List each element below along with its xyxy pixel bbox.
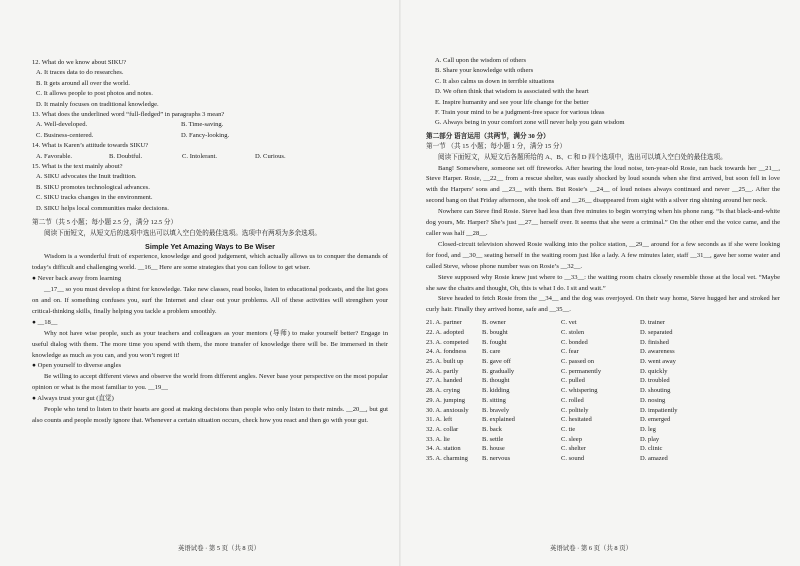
question-13-stem: 13. What does the underlined word “full-fledged” in paragraphs 3 mean? [32, 111, 225, 119]
cloze-paragraph: Nowhere can Steve find Rosie. Steve had less than five minutes to begin worrying when his phone rang. “Is that black-and-white dog yours, Mr. Harper? She’s just __27__ herself over. It seems that she were a criminal.” On the other end the voice came, and the caller was half __28__. [426, 208, 780, 237]
passage-title: Simple Yet Amazing Ways to Be Wiser [145, 242, 275, 252]
passage-paragraph: People who tend to listen to their hearts are good at making decisions than people who only listen to their minds. __20__, but gut also counts and people mostly ignore that. Whenever a certain situation occurs, check how you react and then go with your gut. [32, 406, 388, 424]
cloze-paragraph: Closed-circuit television showed Rosie walking into the police station, __29__ around for a few seconds as if she were looking for food, and __30__ seating herself in the waiting room just like a lady. A few minutes later, staff __31__, gave her some water and called Steve, whose phone number was on Rosie’s __32__. [426, 240, 780, 270]
answer-option: 35. A. charming [426, 455, 468, 463]
answer-option: B. care [482, 348, 501, 356]
answer-option: C. whispering [561, 387, 598, 395]
answer-option: B. kidding [482, 387, 510, 395]
answer-option: C. tie [561, 425, 576, 433]
answer-option: 26. A. partly [426, 367, 459, 375]
answer-row [426, 367, 780, 377]
answer-option: B. explained [482, 416, 515, 424]
answer-option: C. permanently [561, 367, 602, 375]
answer-option: B. owner [482, 319, 506, 327]
question-14-option: D. Curious. [255, 152, 286, 160]
answer-options-table [426, 318, 780, 464]
answer-row [426, 444, 780, 454]
answer-option: C. sleep [561, 435, 582, 443]
question-15-option: A. SIKU advocates the Inuit tradition. [36, 173, 137, 181]
section-1-heading: 第一节 （共 15 小题；每小题 1 分，满分 15 分） [426, 143, 567, 151]
answer-row [426, 396, 780, 406]
answer-option: 24. A. fondness [426, 348, 467, 356]
seven-choice-option: F. Train your mind to be a judgment-free space for various ideas [435, 109, 605, 117]
answer-option: B. back [482, 425, 502, 433]
answer-option: B. thought [482, 377, 510, 385]
answer-option: B. house [482, 445, 505, 453]
answer-option: C. passed on [561, 358, 595, 366]
answer-option: B. bought [482, 328, 508, 336]
answer-row [426, 406, 780, 416]
answer-row [426, 338, 780, 348]
answer-option: C. shelter [561, 445, 586, 453]
answer-option: C. pulled [561, 377, 585, 385]
answer-option: C. fear [561, 348, 579, 356]
answer-option: 22. A. adopted [426, 328, 464, 336]
answer-option: C. vet [561, 319, 577, 327]
answer-option: D. went away [640, 358, 676, 366]
answer-option: D. finished [640, 338, 669, 346]
question-12-option: D. It mainly focuses on traditional knowledge. [36, 100, 159, 108]
answer-option: 34. A. station [426, 445, 461, 453]
answer-option: B. gradually [482, 367, 515, 375]
answer-row [426, 376, 780, 386]
seven-choice-option: E. Inspire humanity and see your life change for the better [435, 98, 589, 106]
answer-row [426, 328, 780, 338]
answer-option: D. shouting [640, 387, 671, 395]
seven-choice-option: B. Share your knowledge with others [435, 67, 534, 75]
question-15-option: B. SIKU promotes technological advances. [36, 183, 150, 191]
right-page [400, 0, 800, 566]
question-14-option: B. Doubtful. [109, 152, 143, 160]
answer-option: C. bonded [561, 338, 588, 346]
answer-row [426, 435, 780, 445]
question-12-stem: 12. What do we know about SIKU? [32, 59, 127, 66]
answer-option: 23. A. competed [426, 338, 469, 346]
answer-option: 30. A. anxiously [426, 406, 469, 414]
answer-row [426, 454, 780, 464]
answer-option: 28. A. crying [426, 387, 460, 395]
question-13-option: C. Business-centered. [36, 131, 94, 139]
answer-row [426, 425, 780, 435]
answer-option: B. sitting [482, 396, 506, 404]
question-13-option: B. Time-saving. [181, 121, 224, 129]
answer-option: D. emerged [640, 416, 671, 424]
answer-option: B. bravely [482, 406, 510, 414]
section-2-instructions: 阅读下面短文，从短文后的选项中选出可以填入空白处的最佳选项。选项中有两项为多余选项。 [44, 229, 321, 237]
answer-option: C. sound [561, 455, 585, 463]
answer-option: B. gave off [482, 358, 511, 366]
answer-option: D. clinic [640, 445, 663, 453]
question-14-stem: 14. What is Karen’s attitude towards SIKU? [32, 142, 149, 150]
answer-option: C. rolled [561, 396, 584, 404]
subheading: ● Never back away from learning [32, 275, 122, 283]
seven-choice-option: A. Call upon the wisdom of others [435, 57, 527, 64]
question-14-option: A. Favorable. [36, 152, 73, 160]
question-15-option: D. SIKU helps local communities make decisions. [36, 204, 169, 212]
answer-option: D. impatiently [640, 406, 678, 414]
answer-option: C. stolen [561, 328, 585, 336]
part-2-heading: 第二部分 语言运用（共两节，满分 30 分） [426, 132, 550, 140]
question-15-option: C. SIKU tracks changes in the environment. [36, 194, 153, 202]
passage-paragraph: Be willing to accept different views and observe the world from different angles. Never base your perspective on the most popular opinion or what is the most familiar to you. __19__ [32, 373, 388, 392]
answer-option: 33. A. lie [426, 435, 450, 443]
answer-row [426, 415, 780, 425]
cloze-paragraph: Bang! Somewhere, someone set off fireworks. After hearing the loud noise, ten-year-old Rosie, ran back towards her __21__, Steve Harper. Rosie, __22__ from a rescue shelter, was easily shocked by loud sounds when she first arrived, but soon fell in love with the Harpers’ sons and __23__ with them. But Rosie’s __24__ of loud noises always continued and never __25__. After the second bang on that Friday afternoon, she took off and __26__ disappeared from sight with a silver ring shining around her neck. [426, 164, 780, 205]
answer-option: B. nervous [482, 455, 511, 463]
answer-option: B. fought [482, 338, 507, 346]
answer-option: D. quickly [640, 367, 668, 375]
seven-choice-option: C. It also calms us down in terrible situations [435, 77, 555, 85]
answer-option: D. troubled [640, 377, 670, 385]
answer-option: D. play [640, 435, 660, 443]
answer-row [426, 347, 780, 357]
answer-option: 27. A. handed [426, 377, 463, 385]
answer-row [426, 357, 780, 367]
question-13-row [32, 131, 388, 141]
cloze-paragraph: Steve headed to fetch Rosie from the __34__ and the dog was overjoyed. On their way home, Steve hugged her and stroked her curly hair. Finally they arrived home, safe and __35__. [426, 295, 780, 314]
question-13-option: D. Fancy-looking. [181, 131, 230, 139]
answer-option: C. hesitated [561, 416, 592, 424]
answer-option: B. settle [482, 435, 504, 443]
answer-option: 25. A. built up [426, 358, 464, 366]
answer-option: 31. A. left [426, 416, 452, 424]
subheading: ● Open yourself to diverse angles [32, 362, 122, 370]
answer-option: D. awareness [640, 348, 675, 356]
passage-paragraph: Why not have wise people, such as your teachers and colleagues as your mentors (导师) to make yourself better? Engage in useful dialog with them. The more time you spend with them, the more transfer of knowledge there will be. Be immersed in their knowledge as much as you can, and you won’t regret it! [32, 329, 388, 359]
answer-option: C. politely [561, 406, 589, 414]
answer-option: D. amazed [640, 455, 668, 463]
answer-option: 21. A. partner [426, 319, 462, 327]
question-13-row [32, 120, 388, 130]
answer-option: 29. A. jumping [426, 396, 466, 404]
section-1-instructions: 阅读下面短文，从短文后各题所给的 A、B、C 和 D 四个选项中，选出可以填入空白处的最佳选项。 [438, 153, 727, 161]
subheading-blank-18: ● __18__ [32, 318, 58, 326]
question-14-option: C. Intolerant. [182, 152, 217, 160]
section-2-heading: 第二节（共 5 小题；每小题 2.5 分，满分 12.5 分） [32, 219, 178, 227]
question-15-stem: 15. What is the text mainly about? [32, 163, 123, 171]
answer-row [426, 318, 780, 328]
answer-row [426, 386, 780, 396]
seven-choice-option: G. Always being in your comfort zone will never help you gain wisdom [435, 119, 625, 127]
subheading: ● Always trust your gut (直觉) [32, 395, 114, 403]
seven-choice-option: D. We often think that wisdom is associated with the heart [435, 88, 589, 96]
question-13-option: A. Well-developed. [36, 121, 88, 129]
cloze-paragraph: Steve supposed why Rosie knew just where to __33__: the waiting room chairs closely resemble those at the local vet. “Maybe she saw the chairs and thought, Oh, this is what I do. I sit and wait.” [426, 273, 780, 292]
page-footer: 英语试卷 · 第 5 页（共 8 页） [178, 545, 261, 552]
question-12-option: C. It allows people to post photos and notes. [36, 90, 153, 98]
passage-paragraph: Wisdom is a wonderful fruit of experience, knowledge and good judgement, which actually allows us to conquer the demands of today’s difficult and challenging world. __16__ Here are some strategies that you can follow to get wiser. [32, 253, 388, 272]
question-14-row [32, 152, 388, 162]
page-footer: 英语试卷 · 第 6 页（共 8 页） [550, 545, 633, 552]
question-12-option: A. It traces data to do researches. [36, 69, 124, 77]
answer-option: D. leg [640, 425, 656, 433]
passage-paragraph: __17__ so you must develop a thirst for knowledge. Take new classes, read books, listen to educational podcasts, and the list goes on and on. If something confuses you, surf the Internet and clear out your problems. All of these activities will strengthen your critical-thinking skills, finally helping you tackle a problem smoothly. [32, 286, 388, 315]
question-12-option: B. It gets around all over the world. [36, 79, 130, 87]
answer-option: 32. A. collar [426, 425, 459, 433]
answer-option: D. separated [640, 328, 673, 336]
answer-option: D. trainer [640, 319, 665, 327]
answer-option: D. nosing [640, 396, 666, 404]
